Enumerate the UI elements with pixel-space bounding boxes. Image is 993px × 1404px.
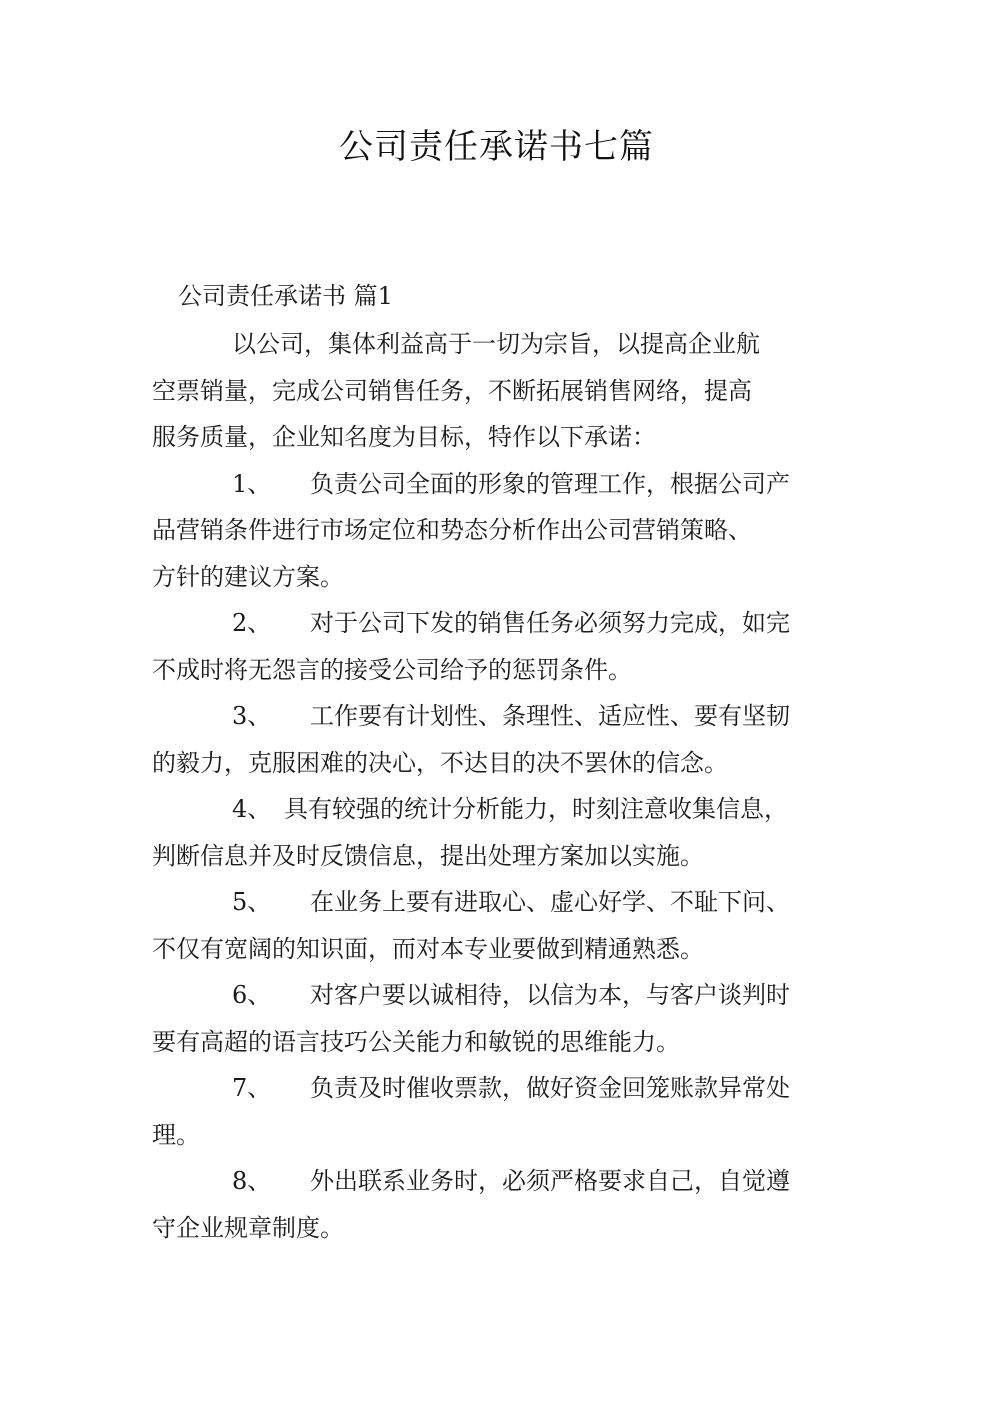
item-number: 6、 [232,981,272,1009]
item-paragraph [152,693,852,786]
intro-paragraph [152,321,852,461]
text-line: 方针的建议方案。 [152,562,344,591]
text-line [152,972,852,1019]
item-text: 工作要有计划性、条理性、适应性、要有坚韧 [310,702,790,730]
text-line: 品营销条件进行市场定位和势态分析作出公司营销策略、 [152,516,752,544]
text-line: 以公司，集体利益高于一切为宗旨，以提高企业航 [232,330,760,358]
item-paragraph [152,786,852,879]
item-text: 具有较强的统计分析能力，时刻注意收集信息， [284,795,788,823]
text-line [152,786,852,833]
text-line [152,1065,852,1112]
item-text: 外出联系业务时，必须严格要求自己，自觉遵 [310,1167,790,1195]
text-line: 不仅有宽阔的知识面，而对本专业要做到精通熟悉。 [152,934,704,963]
item-number: 5、 [232,888,272,916]
item-number: 2、 [232,609,272,637]
document-title: 公司责任承诺书七篇 [339,127,654,167]
text-line [152,1158,852,1205]
item-paragraph [152,972,852,1065]
item-paragraph [152,461,852,601]
item-text: 对于公司下发的销售任务必须努力完成，如完 [310,609,790,637]
text-line: 的毅力，克服困难的决心，不达目的决不罢休的信念。 [152,748,728,777]
item-paragraph [152,879,852,972]
text-line: 理。 [152,1120,200,1149]
item-number: 4、 [232,795,272,823]
section-heading: 公司责任承诺书 篇1 [178,282,393,310]
text-line: 要有高超的语言技巧公关能力和敏锐的思维能力。 [152,1027,680,1056]
text-line [152,461,852,508]
text-line: 不成时将无怨言的接受公司给予的惩罚条件。 [152,655,632,684]
item-text: 对客户要以诚相待，以信为本，与客户谈判时 [310,981,790,1009]
item-text: 负责及时催收票款，做好资金回笼账款异常处 [310,1074,790,1102]
document-body [152,321,852,1251]
item-paragraph [152,600,852,693]
item-number: 7、 [232,1074,272,1102]
item-number: 3、 [232,702,272,730]
text-line: 守企业规章制度。 [152,1213,344,1242]
item-paragraph [152,1065,852,1158]
text-line: 判断信息并及时反馈信息，提出处理方案加以实施。 [152,841,704,870]
text-line: 服务质量，企业知名度为目标，特作以下承诺： [152,423,656,451]
item-number: 8、 [232,1167,272,1195]
item-paragraph [152,1158,852,1251]
text-line [152,879,852,926]
item-number: 1、 [232,469,272,498]
item-text: 负责公司全面的形象的管理工作，根据公司产 [310,469,790,498]
text-line: 空票销量，完成公司销售任务，不断拓展销售网络，提高 [152,376,752,405]
text-line [152,693,852,740]
text-line [152,600,852,647]
item-text: 在业务上要有进取心、虚心好学、不耻下问、 [310,888,790,916]
